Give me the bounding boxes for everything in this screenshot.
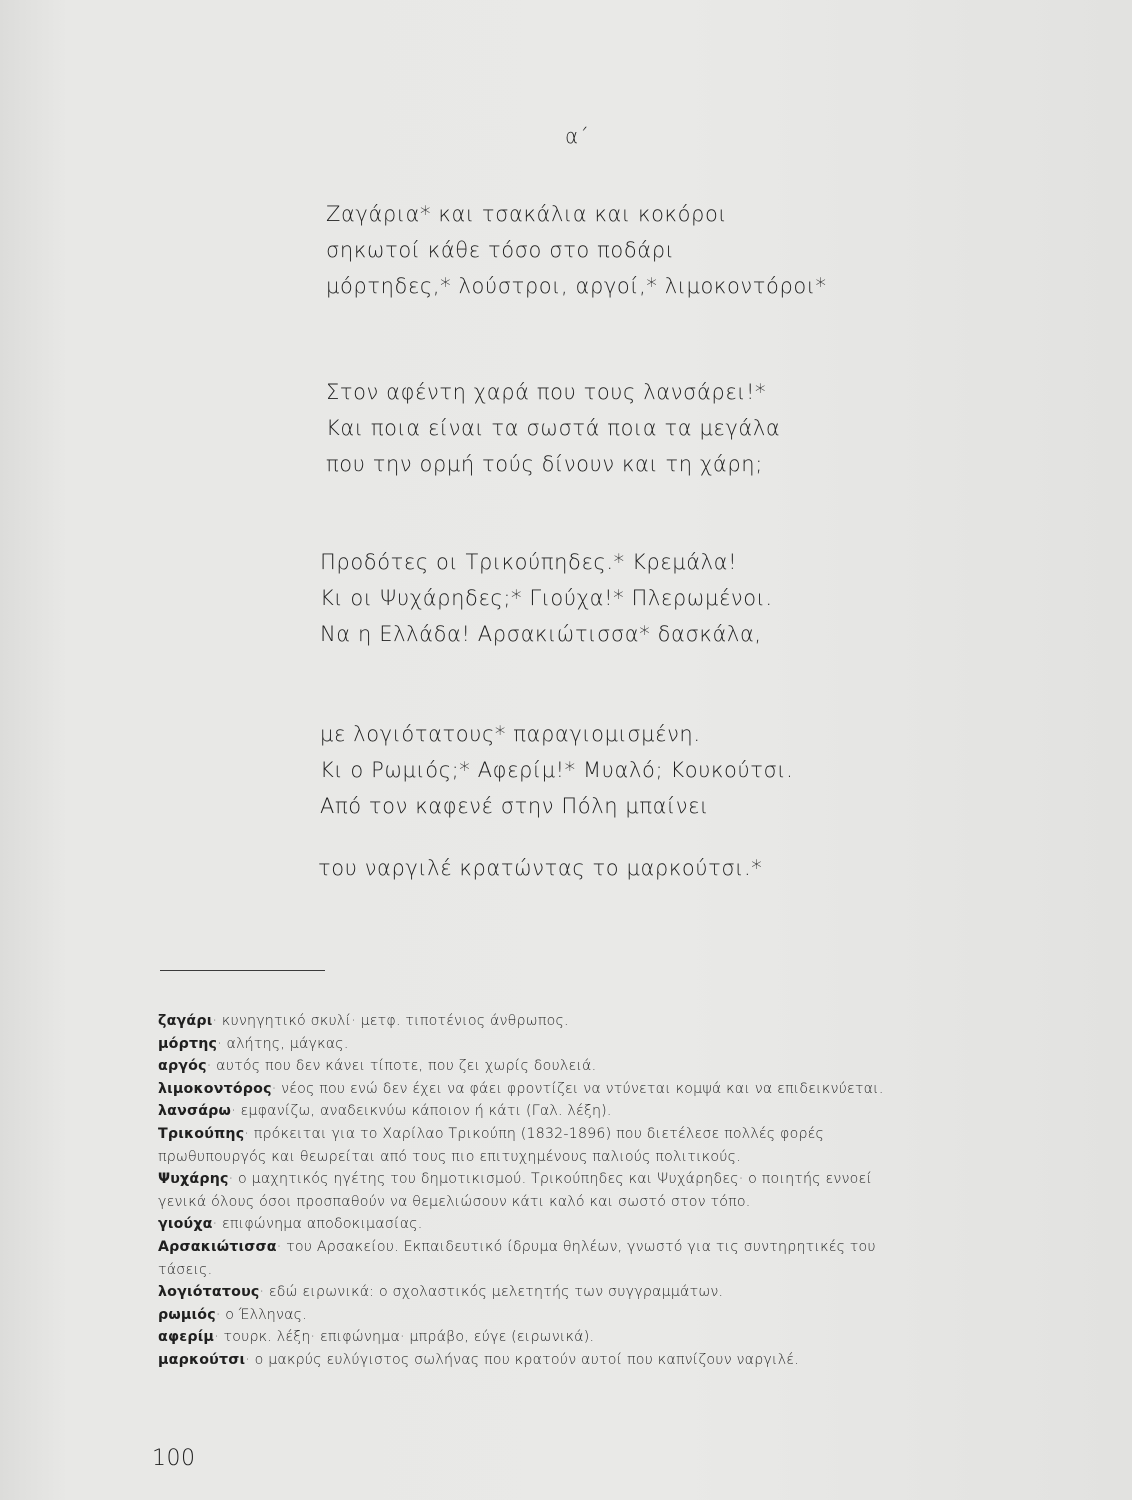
footnote-text: γενικά όλους όσοι προσπαθούν να θεμελιώσουν κάτι καλό και σωστό στον τόπο. <box>158 1193 751 1210</box>
poem-line: που την ορμή τούς δίνουν και τη χάρη; <box>326 452 763 476</box>
footnote-divider <box>160 970 325 971</box>
poem-line: Από τον καφενέ στην Πόλη μπαίνει <box>320 794 709 818</box>
footnote <box>158 1326 1038 1349</box>
poem-line: Ζαγάρια* και τσακάλια και κοκόροι <box>326 202 728 226</box>
footnote <box>158 1055 1038 1078</box>
footnote <box>158 1236 1038 1259</box>
footnote-text: · αλήτης, μάγκας. <box>217 1035 349 1052</box>
poem-line: Κι ο Ρωμιός;* Αφερίμ!* Μυαλό; Κουκούτσι. <box>320 758 794 782</box>
footnote-term: μαρκούτσι <box>158 1351 246 1368</box>
footnote-text: · ο μαχητικός ηγέτης του δημοτικισμού. Τρικούπηδες και Ψυχάρηδες· ο ποιητής εννοεί <box>228 1171 873 1188</box>
footnote <box>158 1213 1038 1236</box>
footnote-text: · επιφώνημα αποδοκιμασίας. <box>212 1216 423 1233</box>
footnote-text: πρωθυπουργός και θεωρείται από τους πιο επιτυχημένους παλιούς πολιτικούς. <box>158 1148 741 1165</box>
footnote-term: Ψυχάρης <box>158 1171 229 1188</box>
footnote-term: λανσάρω <box>158 1103 232 1120</box>
footnote-term: ρωμιός <box>158 1306 216 1323</box>
section-title: α΄ <box>565 124 590 148</box>
stanza <box>320 716 793 824</box>
stanza <box>326 196 827 304</box>
poem-line: Να η Ελλάδα! Αρσακιώτισσα* δασκάλα, <box>320 622 762 646</box>
footnote-term: αργός <box>158 1058 207 1075</box>
poem-line: Προδότες οι Τρικούπηδες.* Κρεμάλα! <box>320 550 738 574</box>
footnote-text: · εδώ ειρωνικά: ο σχολαστικός μελετητής των συγγραμμάτων. <box>259 1284 724 1301</box>
poem-last-line: του ναργιλέ κρατώντας το μαρκούτσι.* <box>318 856 763 880</box>
stanza <box>326 374 780 482</box>
stanza <box>320 544 773 652</box>
footnote-text: · αυτός που δεν κάνει τίποτε, που ζει χωρίς δουλειά. <box>206 1058 597 1075</box>
footnote-term: λογιότατους <box>158 1284 260 1301</box>
poem-line: με λογιότατους* παραγιομισμένη. <box>320 722 701 746</box>
footnote <box>158 1281 1038 1304</box>
footnote-text: · πρόκειται για το Χαρίλαο Τρικούπη (1832-1896) που διετέλεσε πολλές φορές <box>244 1125 825 1142</box>
poem-line: Στον αφέντη χαρά που τους λανσάρει!* <box>326 380 767 404</box>
footnote-term: ζαγάρι <box>158 1013 213 1029</box>
footnote <box>158 1100 1038 1123</box>
footnote-term: Αρσακιώτισσα <box>158 1238 277 1255</box>
footnote-text: · εμφανίζω, αναδεικνύω κάποιον ή κάτι (Γαλ. λέξη). <box>231 1103 612 1120</box>
footnote-text: · ο Έλληνας. <box>215 1306 307 1323</box>
footnote <box>158 1078 1038 1101</box>
footnote <box>158 1010 1038 1033</box>
footnote-text: · του Αρσακείου. Εκπαιδευτικό ίδρυμα θηλέων, γνωστό για τις συντηρητικές του <box>276 1238 876 1255</box>
footnote-term: Τρικούπης <box>158 1125 245 1142</box>
footnotes <box>158 1010 1038 1372</box>
footnote-continuation <box>158 1259 1038 1282</box>
footnote-text: τάσεις. <box>158 1261 213 1278</box>
footnote-text: · κυνηγητικό σκυλί· μετφ. τιποτένιος άνθρωπος. <box>212 1013 569 1029</box>
footnote-term: γιούχα <box>158 1216 213 1233</box>
footnote-term: λιμοκοντόρος <box>158 1080 272 1097</box>
footnote <box>158 1349 1038 1372</box>
poem-line: Και ποια είναι τα σωστά ποια τα μεγάλα <box>326 416 781 440</box>
poem-line: σηκωτοί κάθε τόσο στο ποδάρι <box>326 238 675 262</box>
footnote-continuation <box>158 1191 1038 1214</box>
footnote <box>158 1033 1038 1056</box>
footnote-text: · τουρκ. λέξη· επιφώνημα· μπράβο, εύγε (ειρωνικά). <box>214 1329 595 1346</box>
footnote <box>158 1168 1038 1191</box>
footnote <box>158 1304 1038 1327</box>
footnote-term: μόρτης <box>158 1035 218 1052</box>
footnote-text: · νέος που ενώ δεν έχει να φάει φροντίζει να ντύνεται κομψά και να επιδεικνύεται. <box>271 1080 884 1097</box>
footnote-text: · ο μακρύς ευλύγιστος σωλήνας που κρατούν αυτοί που καπνίζουν ναργιλέ. <box>245 1351 799 1368</box>
poem-line: μόρτηδες,* λούστροι, αργοί,* λιμοκοντόροι* <box>326 274 827 298</box>
poem-line: Κι οι Ψυχάρηδες;* Γιούχα!* Πλερωμένοι. <box>320 586 773 610</box>
footnote <box>158 1123 1038 1146</box>
footnote-continuation <box>158 1146 1038 1169</box>
footnote-term: αφερίμ <box>158 1329 215 1346</box>
page-number: 100 <box>152 1446 196 1471</box>
